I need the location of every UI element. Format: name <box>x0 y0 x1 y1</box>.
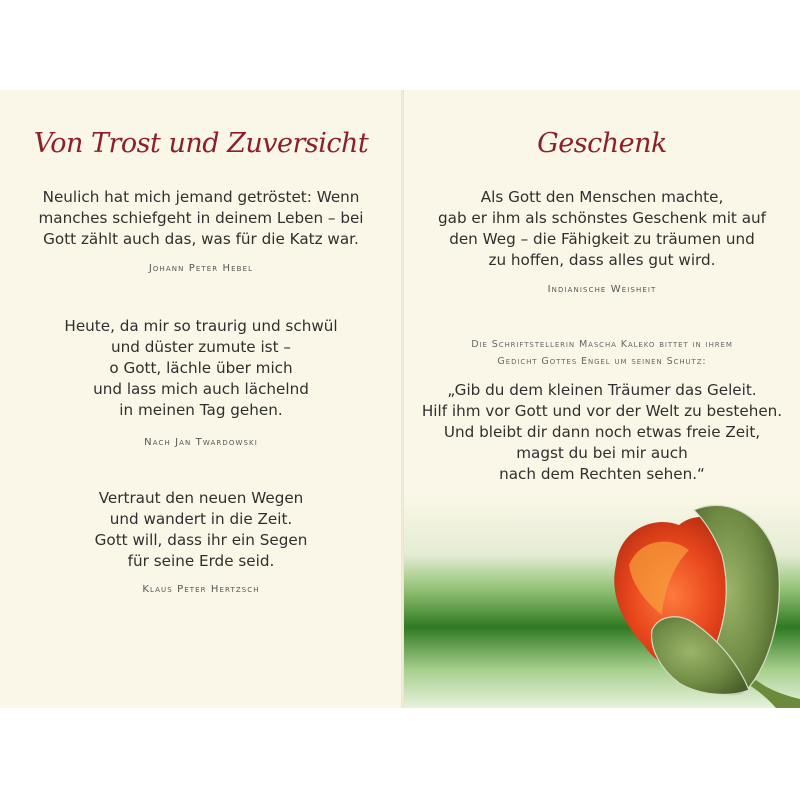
quote-block-2 <box>0 316 402 448</box>
poem-line: Und bleibt dir dann noch etwas freie Zeit, <box>443 423 761 441</box>
quote-line: zu hoffen, dass alles gut wird. <box>488 251 716 269</box>
poem-line: nach dem Rechten sehen.“ <box>499 465 705 483</box>
quote-line: Gott zählt auch das, was für die Katz war. <box>43 230 359 248</box>
left-page <box>0 90 402 708</box>
quote-author: Johann Peter Hebel <box>148 263 254 274</box>
poppy-bud-photo <box>404 495 800 708</box>
quote-line: in meinen Tag gehen. <box>119 401 283 419</box>
quote-text <box>0 316 402 421</box>
quote-text <box>404 187 800 271</box>
quote-line: Heute, da mir so traurig und schwül <box>64 317 338 335</box>
left-page-title: Von Trost und Zuversicht <box>33 128 369 159</box>
quote-line: für seine Erde seid. <box>127 552 275 570</box>
poem-intro <box>404 336 800 370</box>
quote-line: Gott will, dass ihr ein Segen <box>94 531 308 549</box>
quote-text <box>0 488 402 572</box>
intro-line: Gedicht Gottes Engel um seinen Schutz: <box>497 356 707 367</box>
quote-author: Indianische Weisheit <box>547 284 657 295</box>
quote-block-gift <box>404 187 800 295</box>
poem-line: Hilf ihm vor Gott und vor der Welt zu bestehen. <box>421 402 783 420</box>
poem-line: magst du bei mir auch <box>516 444 688 462</box>
quote-author: Klaus Peter Hertzsch <box>142 584 260 595</box>
quote-line: gab er ihm als schönstes Geschenk mit auf <box>438 209 766 227</box>
poem-line: „Gib du dem kleinen Träumer das Geleit. <box>447 381 757 399</box>
quote-author: Nach Jan Twardowski <box>144 437 258 448</box>
poem-block <box>404 380 800 485</box>
quote-line: Neulich hat mich jemand getröstet: Wenn <box>42 188 360 206</box>
intro-line: Die Schriftstellerin Mascha Kaleko bittet in ihrem <box>471 339 733 350</box>
quote-block-3 <box>0 488 402 595</box>
poem-text <box>404 380 800 485</box>
quote-line: manches schiefgeht in deinem Leben – bei <box>38 209 364 227</box>
right-page-title: Geschenk <box>537 128 667 159</box>
book-spread <box>0 90 800 708</box>
right-page <box>404 90 800 708</box>
intro-text <box>404 336 800 370</box>
quote-line: den Weg – die Fähigkeit zu träumen und <box>449 230 755 248</box>
quote-line: o Gott, lächle über mich <box>109 359 293 377</box>
quote-line: und lass mich auch lächelnd <box>93 380 309 398</box>
quote-line: Als Gott den Menschen machte, <box>480 188 724 206</box>
quote-line: und düster zumute ist – <box>111 338 291 356</box>
quote-block-1 <box>0 187 402 274</box>
quote-line: Vertraut den neuen Wegen <box>98 489 304 507</box>
quote-text <box>0 187 402 250</box>
quote-line: und wandert in die Zeit. <box>109 510 293 528</box>
